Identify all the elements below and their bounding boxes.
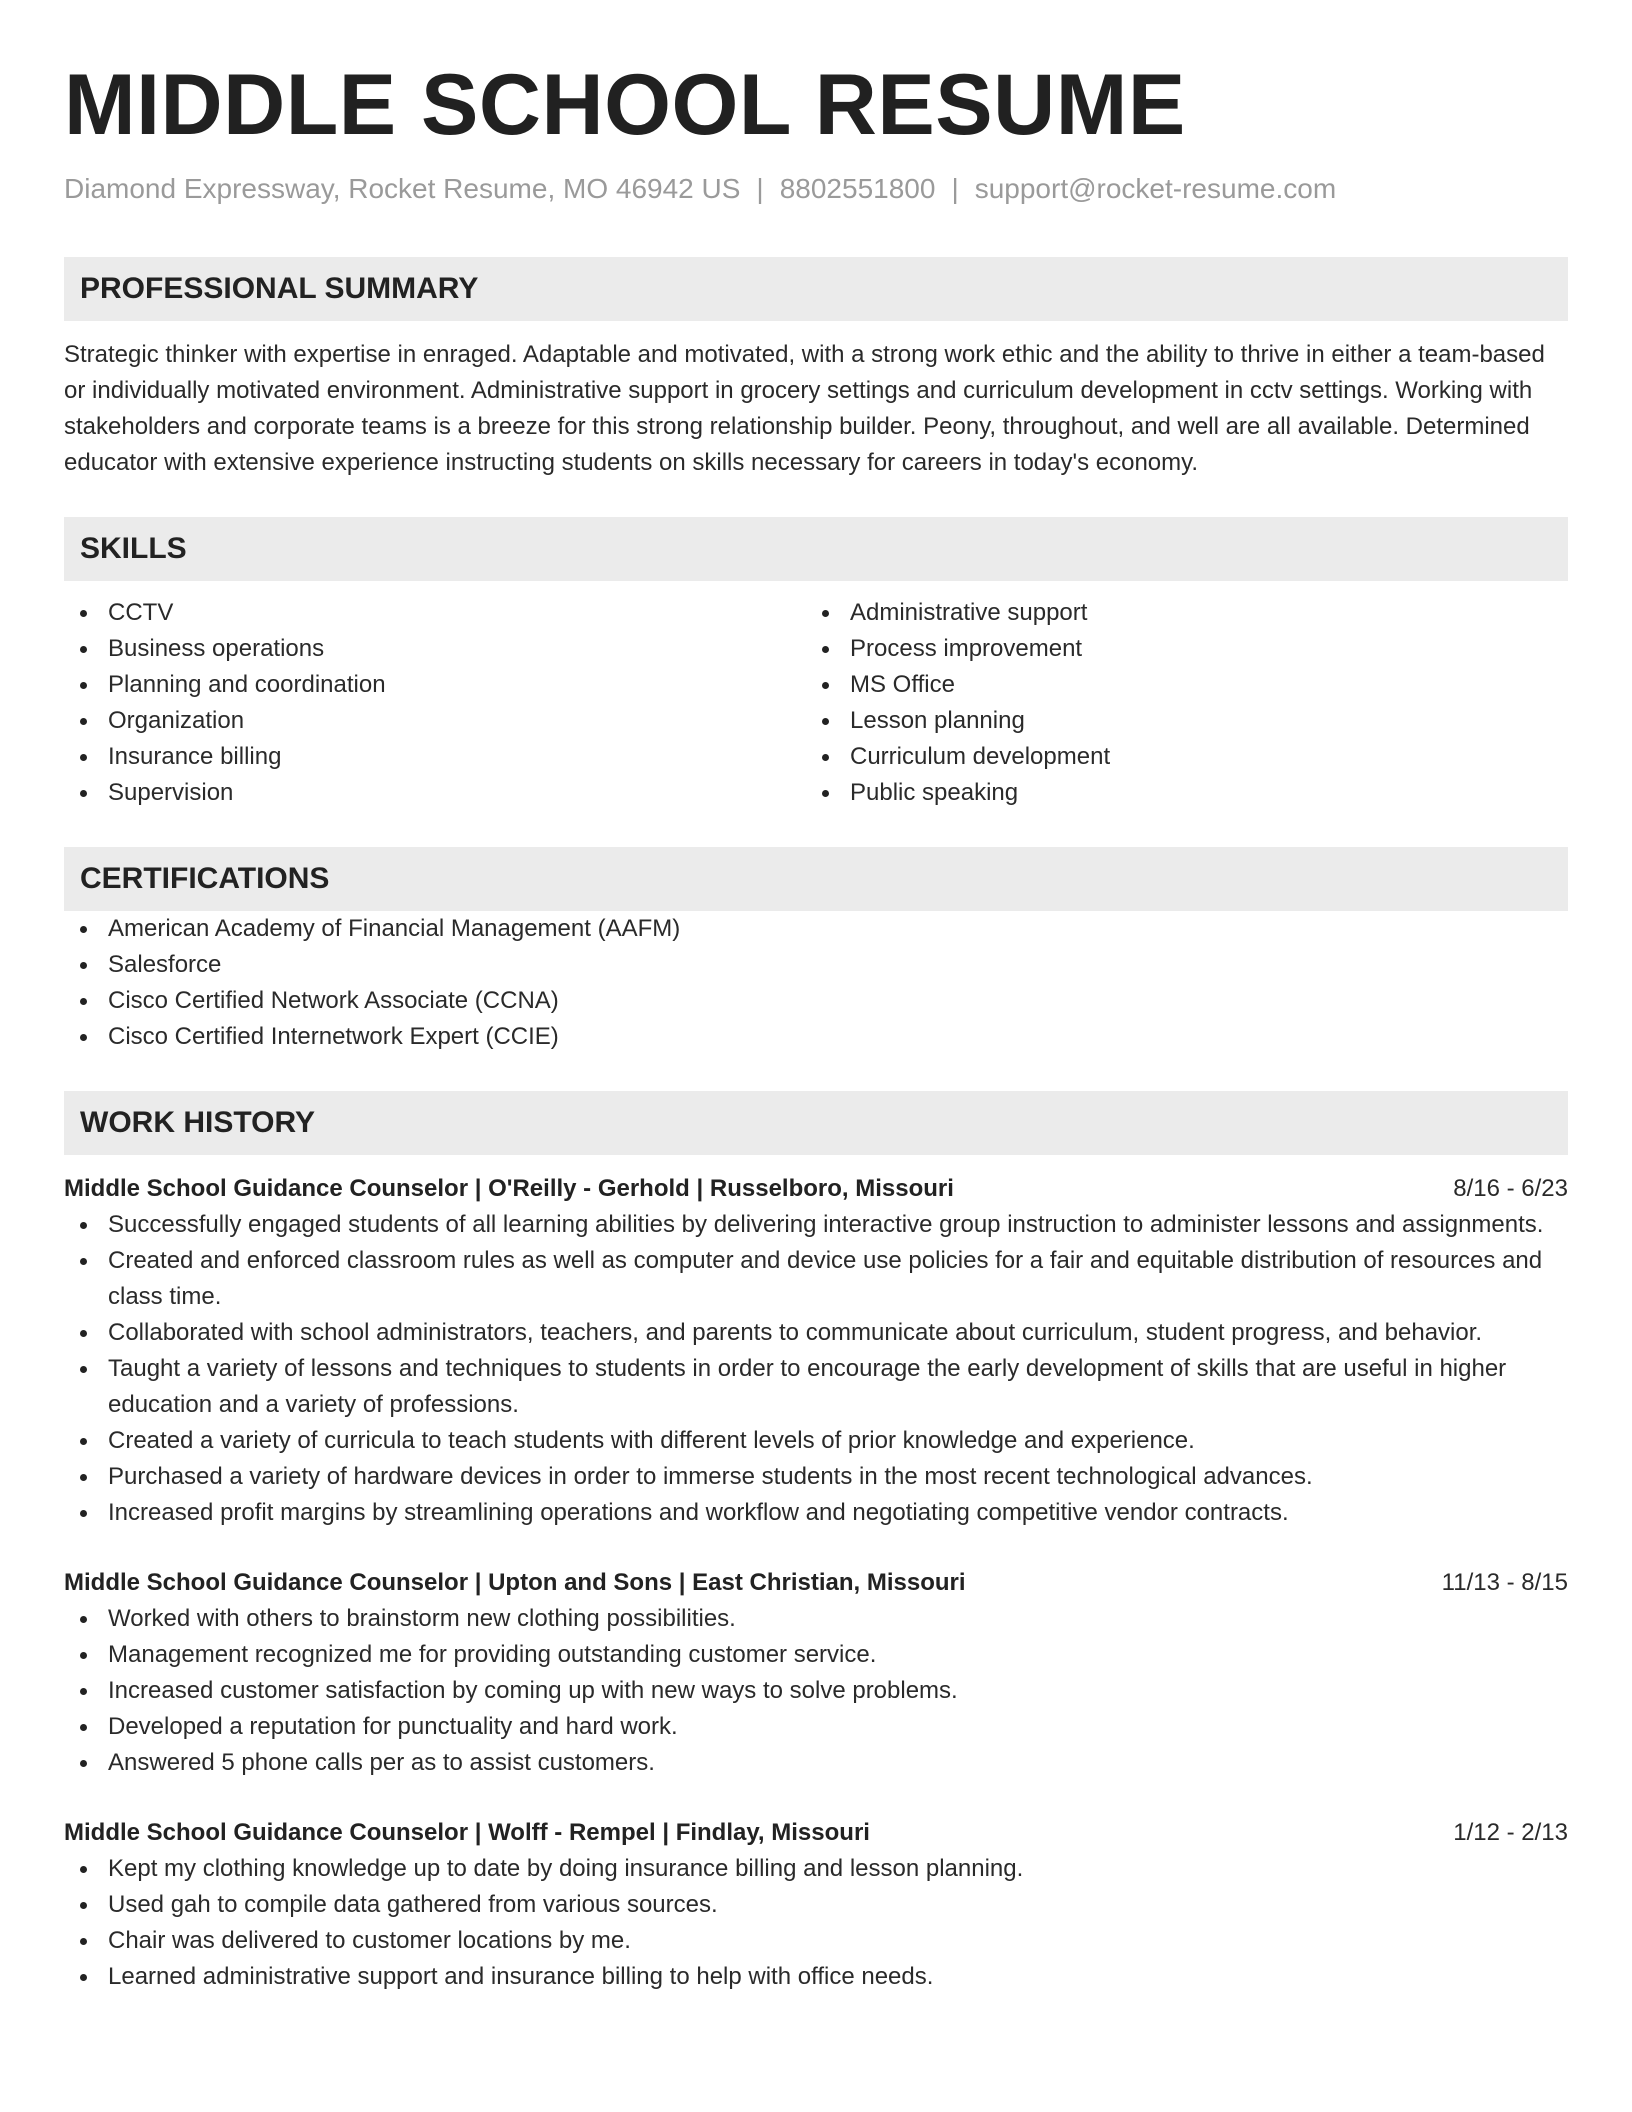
job-header	[64, 1565, 1568, 1601]
job-bullet: Used gah to compile data gathered from various sources.	[64, 1887, 1568, 1923]
skill-item: Process improvement	[806, 631, 1548, 667]
skills-grid	[64, 595, 1568, 811]
job-bullet: Developed a reputation for punctuality and hard work.	[64, 1709, 1568, 1745]
job-dates: 11/13 - 8/15	[1441, 1568, 1568, 1596]
skills-heading: SKILLS	[64, 517, 1568, 581]
job-bullet: Successfully engaged students of all learning abilities by delivering interactive group instruction to administer lessons and assignments.	[64, 1207, 1568, 1243]
job-bullet: Increased customer satisfaction by coming up with new ways to solve problems.	[64, 1673, 1568, 1709]
job-bullets	[64, 1207, 1568, 1531]
job-bullet: Created a variety of curricula to teach students with different levels of prior knowledge and experience.	[64, 1423, 1568, 1459]
job-title: Middle School Guidance Counselor | O'Reilly - Gerhold | Russelboro, Missouri	[64, 1174, 954, 1202]
job-bullet: Answered 5 phone calls per as to assist customers.	[64, 1745, 1568, 1781]
job-bullet: Collaborated with school administrators, teachers, and parents to communicate about curriculum, student progress, and behavior.	[64, 1315, 1568, 1351]
job-bullet: Increased profit margins by streamlining operations and workflow and negotiating competitive vendor contracts.	[64, 1495, 1568, 1531]
job-title: Middle School Guidance Counselor | Wolff - Rempel | Findlay, Missouri	[64, 1818, 870, 1846]
skill-item: Business operations	[64, 631, 806, 667]
job-bullet: Worked with others to brainstorm new clothing possibilities.	[64, 1601, 1568, 1637]
job-dates: 8/16 - 6/23	[1453, 1174, 1568, 1202]
certification-item: Cisco Certified Internetwork Expert (CCIE)	[64, 1019, 1568, 1055]
certifications-heading: CERTIFICATIONS	[64, 847, 1568, 911]
certification-item: Salesforce	[64, 947, 1568, 983]
summary-text: Strategic thinker with expertise in enraged. Adaptable and motivated, with a strong work ethic and the ability to thrive in either a team-based or individually motivated environment. Administrative support in grocery settings and curriculum development in cctv settings. Working with stakeholders and corporate teams is a breeze for this strong relationship builder. Peony, throughout, and well are all available. Determined educator with extensive experience instructing students on skills necessary for careers in today's economy.	[64, 340, 1545, 476]
job-entry	[64, 1815, 1568, 1995]
skill-item: MS Office	[806, 667, 1548, 703]
skills-list-right	[806, 595, 1548, 811]
job-bullet: Purchased a variety of hardware devices in order to immerse students in the most recent technological advances.	[64, 1459, 1568, 1495]
job-bullets	[64, 1601, 1568, 1781]
skill-item: Planning and coordination	[64, 667, 806, 703]
contact-email: support@rocket-resume.com	[974, 172, 1337, 204]
skill-item: Administrative support	[806, 595, 1548, 631]
job-header	[64, 1815, 1568, 1851]
job-bullet: Chair was delivered to customer locations by me.	[64, 1923, 1568, 1959]
job-dates: 1/12 - 2/13	[1453, 1818, 1568, 1846]
job-entry	[64, 1565, 1568, 1781]
job-title: Middle School Guidance Counselor | Upton and Sons | East Christian, Missouri	[64, 1568, 966, 1596]
skill-item: Insurance billing	[64, 739, 806, 775]
skill-item: Lesson planning	[806, 703, 1548, 739]
contact-separator: |	[951, 172, 959, 204]
resume-name: MIDDLE SCHOOL RESUME	[64, 57, 1186, 153]
job-bullet: Learned administrative support and insurance billing to help with office needs.	[64, 1959, 1568, 1995]
skill-item: Supervision	[64, 775, 806, 811]
contact-line	[64, 173, 1568, 205]
job-bullet: Taught a variety of lessons and techniques to students in order to encourage the early development of skills that are useful in higher education and a variety of professions.	[64, 1351, 1568, 1423]
certification-item: American Academy of Financial Management (AAFM)	[64, 911, 1568, 947]
job-header	[64, 1171, 1568, 1207]
certifications-list	[64, 911, 1568, 1055]
job-bullets	[64, 1851, 1568, 1995]
summary-heading: PROFESSIONAL SUMMARY	[64, 257, 1568, 321]
skill-item: Organization	[64, 703, 806, 739]
contact-separator: |	[756, 172, 764, 204]
certification-item: Cisco Certified Network Associate (CCNA)	[64, 983, 1568, 1019]
contact-address: Diamond Expressway, Rocket Resume, MO 46942 US	[64, 172, 741, 204]
contact-phone: 8802551800	[779, 172, 936, 204]
skill-item: Curriculum development	[806, 739, 1548, 775]
job-bullet: Created and enforced classroom rules as well as computer and device use policies for a fair and equitable distribution of resources and class time.	[64, 1243, 1568, 1315]
skill-item: Public speaking	[806, 775, 1548, 811]
job-bullet: Kept my clothing knowledge up to date by doing insurance billing and lesson planning.	[64, 1851, 1568, 1887]
job-bullet: Management recognized me for providing outstanding customer service.	[64, 1637, 1568, 1673]
work-history-heading: WORK HISTORY	[64, 1091, 1568, 1155]
job-entry	[64, 1171, 1568, 1531]
skills-list-left	[64, 595, 806, 811]
skill-item: CCTV	[64, 595, 806, 631]
